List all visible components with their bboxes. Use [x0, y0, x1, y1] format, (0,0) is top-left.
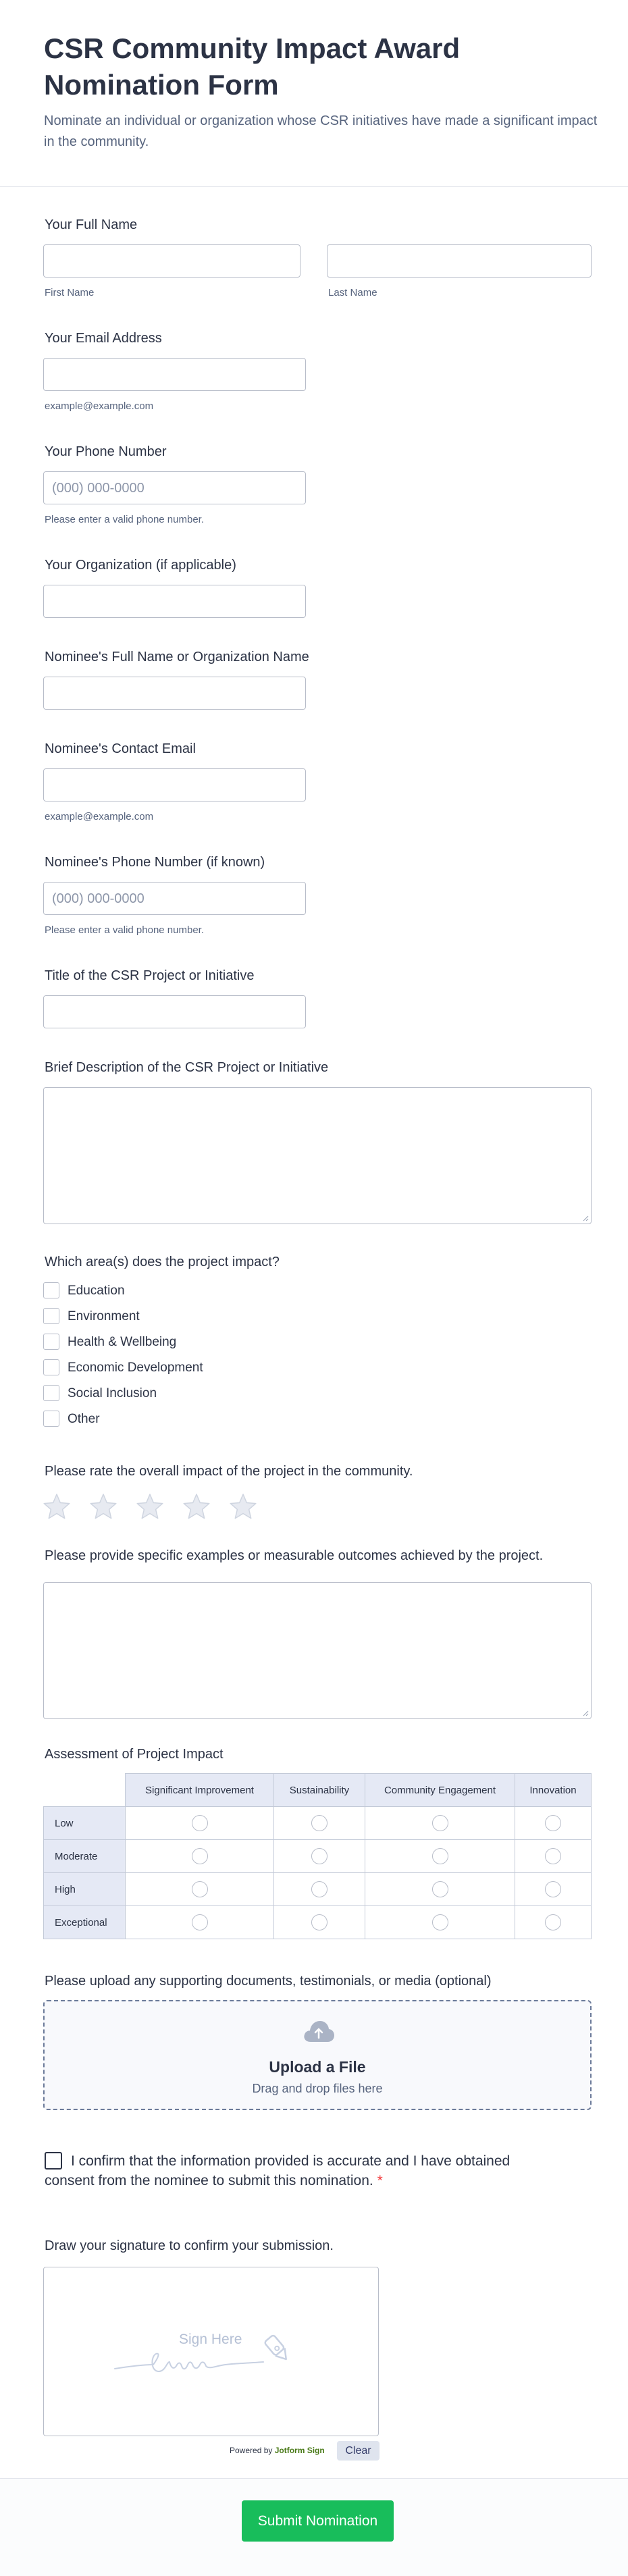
phone-label: Your Phone Number [45, 444, 167, 459]
matrix-col-header: Innovation [515, 1774, 592, 1807]
matrix-col-header: Significant Improvement [126, 1774, 274, 1807]
matrix-radio[interactable] [311, 1881, 328, 1897]
resize-grip-icon[interactable] [582, 1215, 589, 1221]
project-title-input[interactable] [43, 995, 306, 1028]
upload-label: Please upload any supporting documents, testimonials, or media (optional) [45, 1974, 492, 1989]
matrix-radio[interactable] [192, 1914, 208, 1930]
checkbox-label-education: Education [68, 1284, 125, 1298]
matrix-radio[interactable] [192, 1848, 208, 1864]
email-sublabel: example@example.com [45, 400, 154, 412]
nominee-phone-input[interactable]: (000) 000-0000 [43, 882, 306, 915]
checkbox-economic[interactable] [43, 1359, 59, 1375]
nominee-email-sublabel: example@example.com [45, 811, 154, 822]
signature-scribble-icon [111, 2327, 314, 2377]
matrix-radio[interactable] [311, 1914, 328, 1930]
nominee-phone-sublabel: Please enter a valid phone number. [45, 924, 204, 936]
matrix-cell [515, 1873, 592, 1906]
cloud-upload-icon [303, 2019, 335, 2043]
upload-title: Upload a File [269, 2058, 366, 2076]
email-label: Your Email Address [45, 331, 162, 346]
first-name-sublabel: First Name [45, 287, 95, 298]
matrix-radio[interactable] [192, 1815, 208, 1831]
matrix-radio[interactable] [545, 1848, 561, 1864]
matrix-col-header: Sustainability [274, 1774, 365, 1807]
assessment-label: Assessment of Project Impact [45, 1747, 224, 1762]
checkbox-label-other: Other [68, 1412, 100, 1426]
areas-label: Which area(s) does the project impact? [45, 1255, 280, 1269]
upload-subtitle: Drag and drop files here [252, 2082, 383, 2095]
email-input[interactable] [43, 358, 306, 391]
powered-by [230, 2446, 325, 2455]
matrix-cell [515, 1807, 592, 1840]
checkbox-label-environment: Environment [68, 1309, 140, 1323]
form-title: CSR Community Impact Award Nomination Form [44, 32, 461, 101]
matrix-radio[interactable] [545, 1914, 561, 1930]
matrix-cell [365, 1873, 515, 1906]
matrix-row [44, 1906, 592, 1939]
consent-label: I confirm that the information provided is accurate and I have obtained consent from the nominee to submit this nomination. [45, 2153, 511, 2188]
matrix-cell [365, 1840, 515, 1873]
star-5-icon[interactable] [228, 1492, 258, 1522]
matrix-cell [126, 1840, 274, 1873]
matrix-cell [515, 1840, 592, 1873]
outcomes-label: Please provide specific examples or measurable outcomes achieved by the project. [45, 1548, 544, 1563]
matrix-cell [274, 1873, 365, 1906]
matrix-row-label: Low [44, 1807, 126, 1840]
matrix-cell [515, 1906, 592, 1939]
checkbox-health[interactable] [43, 1334, 59, 1350]
signature-hint: Sign Here [179, 2332, 242, 2347]
last-name-input[interactable] [327, 244, 592, 278]
star-3-icon[interactable] [135, 1492, 165, 1522]
phone-input[interactable]: (000) 000-0000 [43, 471, 306, 504]
assessment-matrix [43, 1773, 592, 1939]
first-name-input[interactable] [43, 244, 300, 278]
matrix-radio[interactable] [192, 1881, 208, 1897]
matrix-cell [274, 1840, 365, 1873]
outcomes-textarea[interactable] [43, 1582, 592, 1719]
submit-button[interactable]: Submit Nomination [242, 2500, 394, 2542]
matrix-radio[interactable] [311, 1815, 328, 1831]
star-4-icon[interactable] [182, 1492, 211, 1522]
consent-text [45, 2151, 538, 2190]
checkbox-education[interactable] [43, 1282, 59, 1298]
description-label: Brief Description of the CSR Project or Initiative [45, 1060, 329, 1075]
powered-prefix: Powered by [230, 2446, 273, 2455]
matrix-cell [126, 1873, 274, 1906]
checkbox-label-health: Health & Wellbeing [68, 1335, 177, 1349]
matrix-row-label: Moderate [44, 1840, 126, 1873]
matrix-cell [365, 1807, 515, 1840]
organization-input[interactable] [43, 585, 306, 618]
signature-label: Draw your signature to confirm your submission. [45, 2238, 334, 2253]
matrix-radio[interactable] [432, 1881, 448, 1897]
description-textarea[interactable] [43, 1087, 592, 1224]
matrix-cell [126, 1807, 274, 1840]
matrix-radio[interactable] [545, 1815, 561, 1831]
resize-grip-icon[interactable] [582, 1710, 589, 1716]
clear-signature-button[interactable]: Clear [337, 2441, 380, 2461]
rating-label: Please rate the overall impact of the project in the community. [45, 1464, 413, 1479]
form-subtitle: Nominate an individual or organization whose CSR initiatives have made a significant impact in the community. [44, 113, 598, 149]
matrix-corner [44, 1774, 126, 1807]
file-upload-dropzone[interactable] [43, 2000, 592, 2110]
matrix-cell [365, 1906, 515, 1939]
star-1-icon[interactable] [42, 1492, 72, 1522]
last-name-sublabel: Last Name [328, 287, 377, 298]
matrix-radio[interactable] [545, 1881, 561, 1897]
matrix-cell [274, 1906, 365, 1939]
full-name-label: Your Full Name [45, 217, 138, 232]
jotform-sign-brand: Jotform Sign [274, 2446, 325, 2455]
matrix-row-label: High [44, 1873, 126, 1906]
nominee-name-input[interactable] [43, 677, 306, 710]
matrix-cell [126, 1906, 274, 1939]
organization-label: Your Organization (if applicable) [45, 558, 236, 573]
matrix-cell [274, 1807, 365, 1840]
nominee-email-label: Nominee's Contact Email [45, 741, 196, 756]
matrix-col-header: Community Engagement [365, 1774, 515, 1807]
form-header [0, 0, 628, 187]
phone-sublabel: Please enter a valid phone number. [45, 514, 204, 525]
checkbox-label-social: Social Inclusion [68, 1386, 157, 1400]
nominee-name-label: Nominee's Full Name or Organization Name [45, 650, 309, 664]
matrix-row [44, 1873, 592, 1906]
signature-pad[interactable] [43, 2267, 379, 2436]
star-2-icon[interactable] [88, 1492, 118, 1522]
matrix-radio[interactable] [432, 1848, 448, 1864]
matrix-row [44, 1840, 592, 1873]
matrix-radio[interactable] [432, 1914, 448, 1930]
matrix-row-label: Exceptional [44, 1906, 126, 1939]
nominee-email-input[interactable] [43, 768, 306, 801]
checkbox-environment[interactable] [43, 1308, 59, 1324]
matrix-radio[interactable] [311, 1848, 328, 1864]
project-title-label: Title of the CSR Project or Initiative [45, 968, 255, 983]
matrix-row [44, 1807, 592, 1840]
checkbox-label-economic: Economic Development [68, 1361, 203, 1375]
checkbox-other[interactable] [43, 1411, 59, 1427]
checkbox-social[interactable] [43, 1385, 59, 1401]
required-asterisk: * [377, 2173, 383, 2188]
nominee-phone-label: Nominee's Phone Number (if known) [45, 855, 265, 870]
matrix-radio[interactable] [432, 1815, 448, 1831]
